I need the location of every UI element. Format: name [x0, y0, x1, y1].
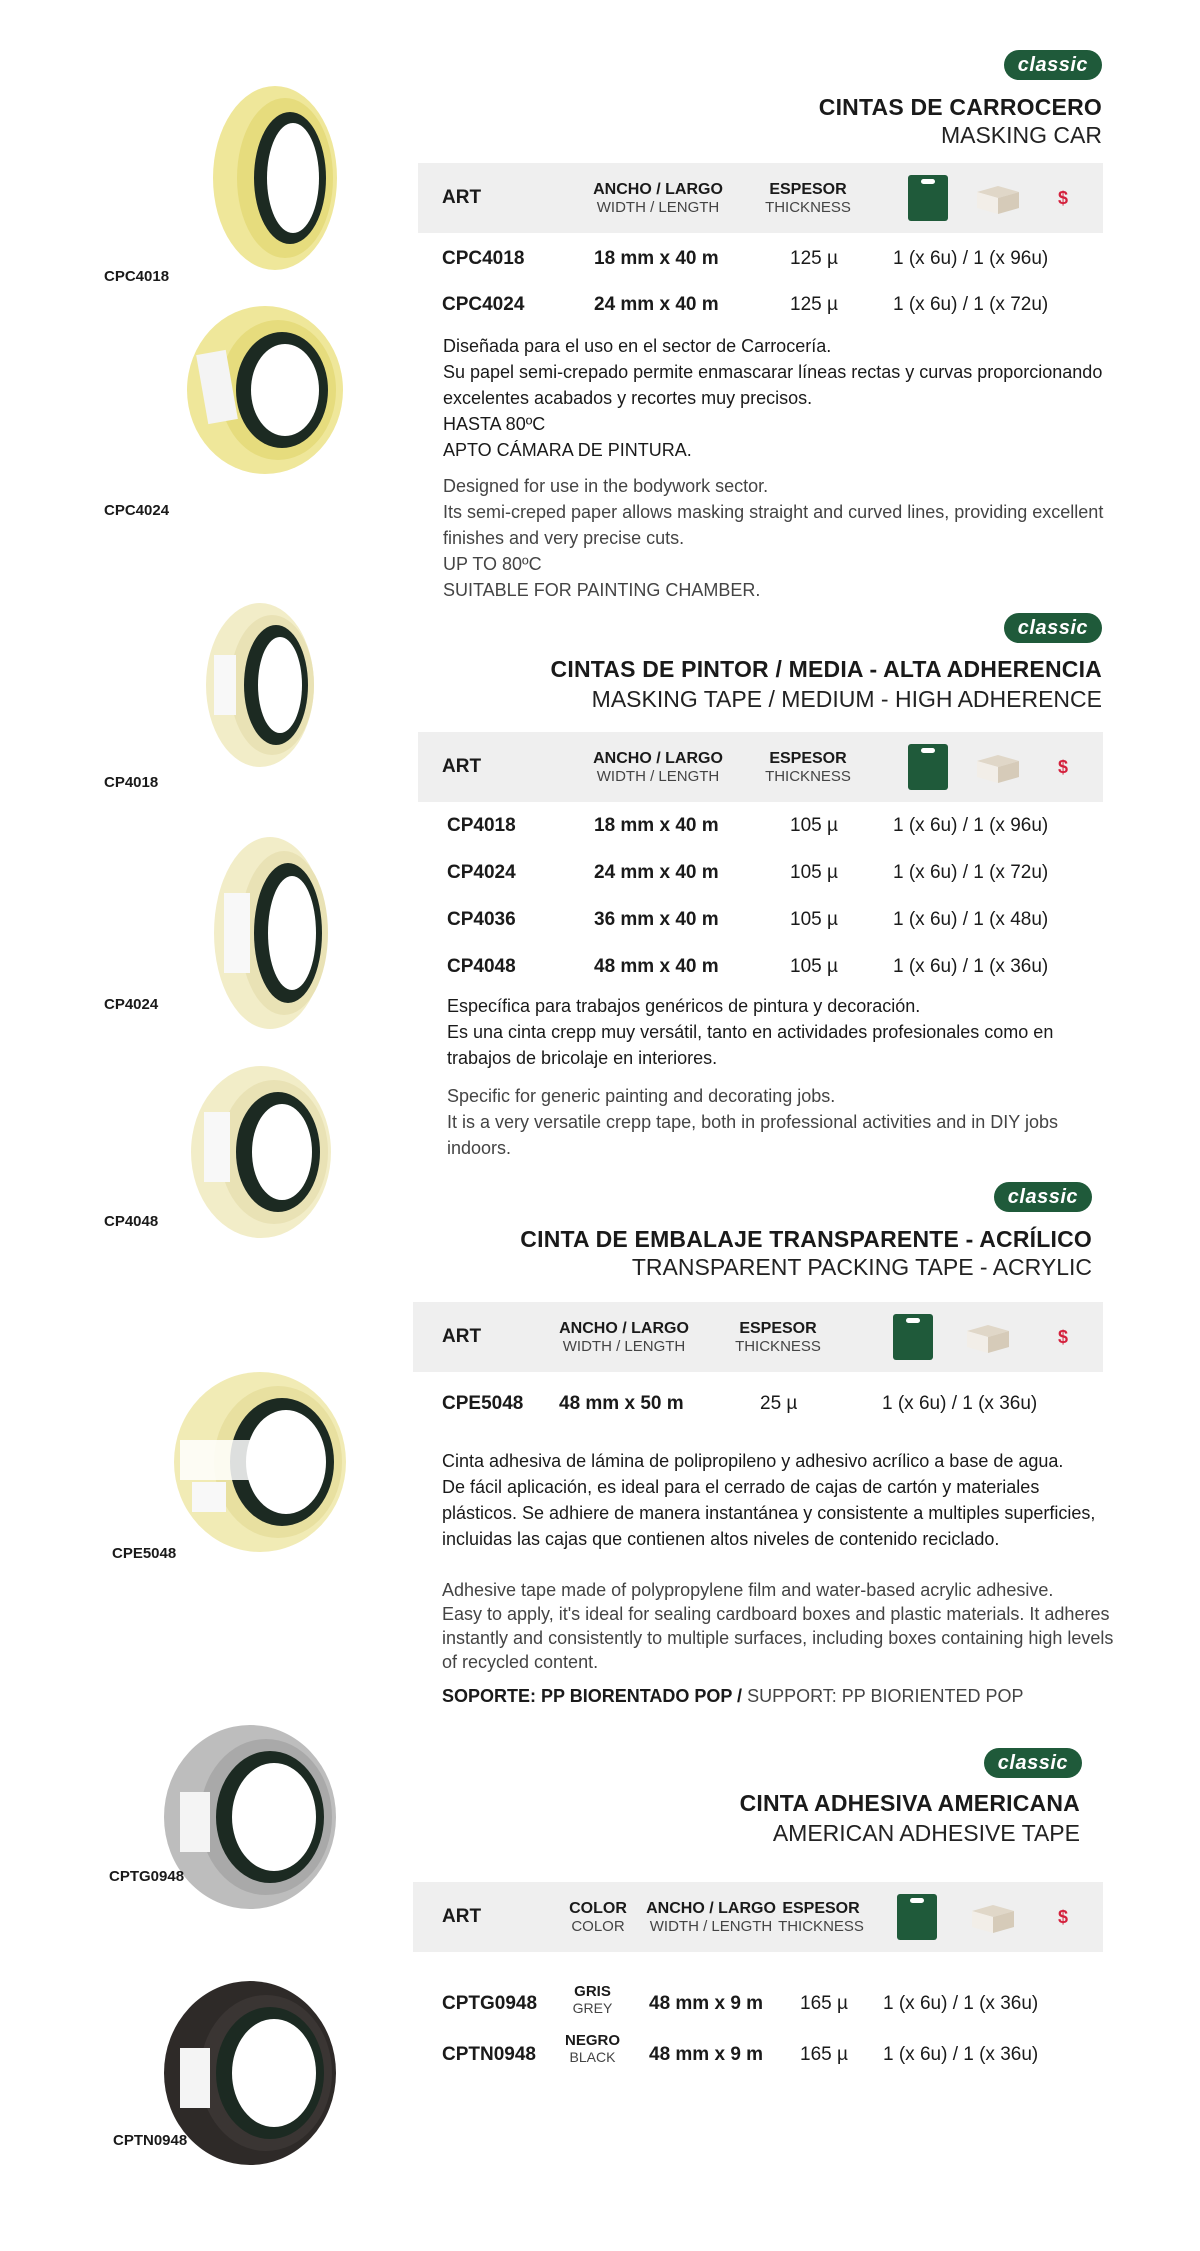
table-row-color: GRIS GREY: [572, 1983, 613, 2016]
section-title-es: CINTAS DE CARROCERO: [818, 94, 1102, 120]
header-thickness-en: THICKNESS: [765, 767, 851, 785]
box-icon: [963, 732, 1033, 802]
table-row-size: 24 mm x 40 m: [594, 294, 719, 315]
tape-image-cpe5048: [170, 1370, 350, 1555]
header-art: ART: [442, 187, 482, 208]
table-row-pack: 1 (x 6u) / 1 (x 36u): [893, 956, 1049, 977]
table-row-art: CPE5048: [442, 1393, 524, 1414]
header-size: [593, 732, 723, 802]
table-row-art: CPC4024: [442, 294, 525, 315]
table-row-art: CPC4018: [442, 248, 525, 269]
classic-badge: classic: [1004, 613, 1102, 643]
header-thickness: [763, 163, 853, 233]
box-icon: [953, 1302, 1023, 1372]
section-title-en: MASKING TAPE / MEDIUM - HIGH ADHERENCE: [591, 686, 1102, 712]
table-row-size: 36 mm x 40 m: [594, 909, 719, 930]
table-row-art: CPTN0948: [442, 2044, 536, 2065]
table-row-pack: 1 (x 6u) / 1 (x 72u): [893, 294, 1049, 315]
classic-badge: classic: [994, 1182, 1092, 1212]
table-row-size: 48 mm x 40 m: [594, 956, 719, 977]
header-size-en: WIDTH / LENGTH: [649, 1917, 773, 1935]
header-size-en: WIDTH / LENGTH: [596, 767, 720, 785]
table-row-art: CP4018: [447, 815, 516, 836]
table-row-size: 48 mm x 9 m: [649, 1993, 764, 2014]
header-size: [646, 1882, 776, 1952]
description-es: Cinta adhesiva de lámina de polipropileno y adhesivo acrílico a base de agua. De fácil aplicación, es ideal para el cerrado de cajas de cartón y materiales plásticos. Se adhiere de manera instantánea y consistente a multiples superficies, incluidas las cajas que contienen altos niveles de contenido reciclado.: [442, 1451, 1096, 1549]
table-row-size: 48 mm x 9 m: [649, 2044, 764, 2065]
product-code-label: CP4024: [104, 996, 159, 1013]
table-row-art: CP4048: [447, 956, 516, 977]
description-en: Adhesive tape made of polypropylene film and water-based acrylic adhesive. Easy to apply, it's ideal for sealing cardboard boxes and plastic materials. It adheres instantly and consistently to multiple surfaces, including boxes containing high levels of recycled content.: [442, 1580, 1114, 1672]
box-icon: [958, 1882, 1028, 1952]
header-thickness: [763, 732, 853, 802]
table-row-thickness: 105 µ: [790, 815, 838, 836]
table-row-pack: 1 (x 6u) / 1 (x 96u): [893, 248, 1049, 269]
hanging-bag-icon: [887, 1882, 947, 1952]
tape-image-cp4048: [186, 1062, 336, 1242]
classic-badge: classic: [984, 1748, 1082, 1778]
product-code-label: CP4048: [104, 1213, 159, 1230]
description-en: Specific for generic painting and decorating jobs. It is a very versatile crepp tape, both in professional activities and in DIY jobs indoors.: [447, 1086, 1058, 1158]
product-code-label: CPE5048: [112, 1545, 177, 1562]
description-es: Diseñada para el uso en el sector de Carrocería. Su papel semi-crepado permite enmascarar líneas rectas y curvas proporcionando excelentes acabados y recortes muy precisos. HASTA 80ºC APTO CÁMARA DE PINTURA.: [443, 336, 1103, 460]
header-thickness-es: ESPESOR: [769, 180, 847, 198]
table-header: [418, 732, 1103, 802]
tape-image-cpc4024: [180, 302, 350, 477]
table-header: [413, 1882, 1103, 1952]
header-color-es: COLOR: [569, 1899, 627, 1917]
table-row-pack: 1 (x 6u) / 1 (x 36u): [883, 2044, 1039, 2065]
header-size-en: WIDTH / LENGTH: [562, 1337, 686, 1355]
product-code-label: CPC4018: [104, 268, 170, 285]
header-thickness-es: ESPESOR: [739, 1319, 817, 1337]
header-thickness-es: ESPESOR: [782, 1899, 860, 1917]
description-es: Específica para trabajos genéricos de pintura y decoración. Es una cinta crepp muy versátil, tanto en actividades profesionales como en trabajos de bricolaje en interiores.: [447, 996, 1054, 1068]
product-code-label: CPTG0948: [109, 1868, 185, 1885]
table-row-pack: 1 (x 6u) / 1 (x 72u): [893, 862, 1049, 883]
table-row-art: CP4024: [447, 862, 516, 883]
header-art: ART: [442, 756, 482, 777]
table-row-thickness: 105 µ: [790, 909, 838, 930]
support-es: SOPORTE: PP BIORENTADO POP /: [442, 1686, 743, 1706]
box-icon: [963, 163, 1033, 233]
tape-image-cpc4018: [190, 78, 350, 278]
header-thickness-en: THICKNESS: [765, 198, 851, 216]
table-row-art: CP4036: [447, 909, 516, 930]
header-size-es: ANCHO / LARGO: [559, 1319, 689, 1337]
header-thickness-es: ESPESOR: [769, 749, 847, 767]
header-thickness: [733, 1302, 823, 1372]
header-color-en: COLOR: [571, 1917, 625, 1935]
tape-image-cp4018: [200, 600, 330, 770]
section-title-es: CINTA DE EMBALAJE TRANSPARENTE - ACRÍLICO: [520, 1226, 1092, 1252]
price-icon: $: [1057, 756, 1068, 777]
header-size-es: ANCHO / LARGO: [646, 1899, 776, 1917]
table-row-pack: 1 (x 6u) / 1 (x 96u): [893, 815, 1049, 836]
header-size-es: ANCHO / LARGO: [593, 749, 723, 767]
product-code-label: CPC4024: [104, 502, 170, 519]
header-thickness-en: THICKNESS: [735, 1337, 821, 1355]
price-icon: $: [1057, 187, 1068, 208]
table-row-thickness: 165 µ: [800, 1993, 848, 2014]
section-title-en: AMERICAN ADHESIVE TAPE: [772, 1820, 1080, 1846]
table-header: [418, 163, 1103, 233]
header-thickness: [776, 1882, 866, 1952]
table-row-art: CPTG0948: [442, 1993, 538, 2014]
header-size: [593, 163, 723, 233]
table-row-thickness: 125 µ: [790, 294, 838, 315]
table-row-thickness: 25 µ: [760, 1393, 798, 1414]
section-title-en: MASKING CAR: [940, 122, 1102, 148]
classic-badge: classic: [1004, 50, 1102, 80]
header-thickness-en: THICKNESS: [778, 1917, 864, 1935]
hanging-bag-icon: [898, 732, 958, 802]
header-size: [559, 1302, 689, 1372]
table-row-size: 18 mm x 40 m: [594, 248, 719, 269]
header-size-en: WIDTH / LENGTH: [596, 198, 720, 216]
header-art: ART: [442, 1906, 482, 1927]
section-title-es: CINTA ADHESIVA AMERICANA: [739, 1790, 1080, 1816]
table-row-size: 24 mm x 40 m: [594, 862, 719, 883]
hanging-bag-icon: [883, 1302, 943, 1372]
table-row-thickness: 105 µ: [790, 956, 838, 977]
table-row-size: 48 mm x 50 m: [559, 1393, 684, 1414]
price-icon: $: [1057, 1906, 1068, 1927]
price-icon: $: [1057, 1326, 1068, 1347]
table-header: [413, 1302, 1103, 1372]
tape-image-cptg0948: [160, 1722, 340, 1912]
table-row-pack: 1 (x 6u) / 1 (x 36u): [883, 1993, 1039, 2014]
table-row-color: NEGRO BLACK: [564, 2032, 620, 2065]
product-code-label: CPTN0948: [113, 2132, 188, 2149]
table-row-pack: 1 (x 6u) / 1 (x 36u): [882, 1393, 1038, 1414]
table-row-thickness: 105 µ: [790, 862, 838, 883]
table-row-pack: 1 (x 6u) / 1 (x 48u): [893, 909, 1049, 930]
header-color: [553, 1882, 643, 1952]
description-en: Designed for use in the bodywork sector. Its semi-creped paper allows masking straight and curved lines, providing excellent finishes and very precise cuts. UP TO 80ºC SUITABLE FOR PAINTING CHAMBER.: [443, 476, 1104, 600]
product-code-label: CP4018: [104, 774, 159, 791]
support-line: [442, 1683, 1122, 1709]
tape-image-cp4024: [210, 833, 340, 1033]
table-row-thickness: 125 µ: [790, 248, 838, 269]
section-title-es: CINTAS DE PINTOR / MEDIA - ALTA ADHERENCIA: [550, 656, 1102, 682]
section-title-en: TRANSPARENT PACKING TAPE - ACRYLIC: [631, 1254, 1092, 1280]
table-row-thickness: 165 µ: [800, 2044, 848, 2065]
table-row-size: 18 mm x 40 m: [594, 815, 719, 836]
header-size-es: ANCHO / LARGO: [593, 180, 723, 198]
hanging-bag-icon: [898, 163, 958, 233]
support-en: SUPPORT: PP BIORIENTED POP: [742, 1686, 1024, 1706]
header-art: ART: [442, 1326, 482, 1347]
